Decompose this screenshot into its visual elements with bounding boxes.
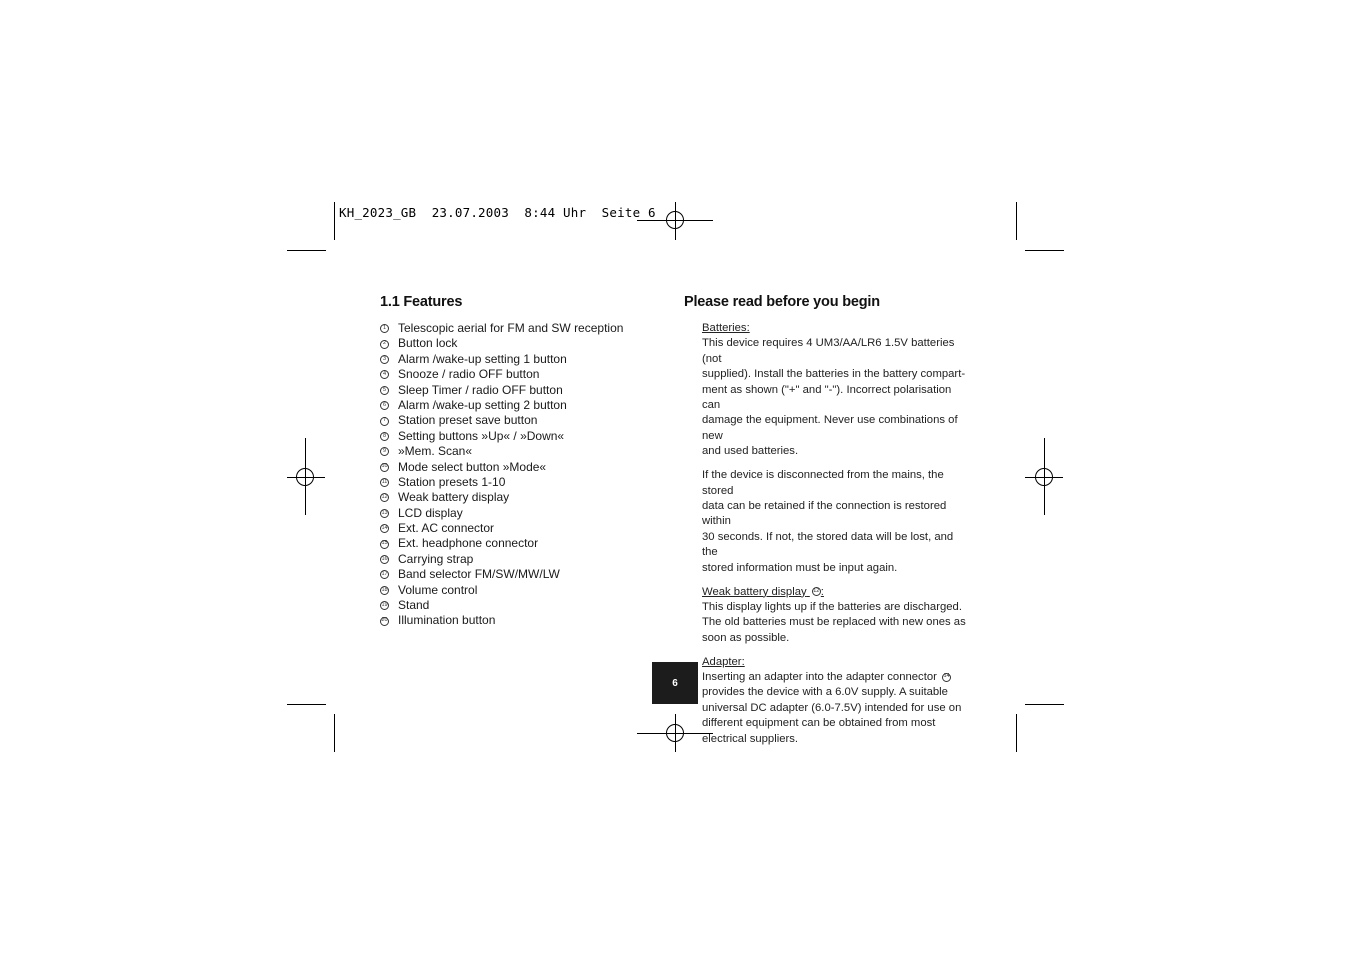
registration-circle [666, 724, 684, 742]
feature-item [380, 598, 623, 613]
batteries-text [702, 336, 972, 459]
crop-mark [334, 202, 335, 240]
crop-mark [287, 704, 326, 705]
crop-mark [1016, 202, 1017, 240]
feature-text: Ext. headphone connector [398, 536, 539, 551]
feature-item [380, 613, 623, 628]
feature-item [380, 583, 623, 598]
text-line: soon as possible. [702, 631, 790, 644]
text-line: electrical suppliers. [702, 732, 799, 745]
features-title: 1.1 Features [380, 294, 463, 310]
feature-text: Weak battery display [398, 490, 510, 505]
text-line: 30 seconds. If not, the stored data will be lost, and the [702, 530, 954, 559]
weak-battery-text [702, 600, 972, 646]
text-line: universal DC adapter (6.0-7.5V) intended for use on [702, 701, 962, 714]
text-line: data can be retained if the connection is restored within [702, 499, 947, 528]
adapter-text [702, 685, 972, 747]
feature-text: Mode select button »Mode« [398, 459, 547, 474]
feature-item [380, 475, 623, 490]
feature-number: 5 [380, 386, 389, 395]
adapter-heading: Adapter: [702, 655, 745, 668]
feature-item [380, 460, 623, 475]
feature-number: 9 [380, 447, 389, 456]
text-line: damage the equipment. Never use combinations of new [702, 414, 958, 442]
feature-item [380, 429, 623, 444]
feature-number: 19 [380, 601, 389, 610]
crop-mark [1016, 714, 1017, 752]
feature-item [380, 336, 623, 351]
registration-circle [1035, 468, 1053, 486]
feature-text: Alarm /wake-up setting 1 button [398, 351, 567, 366]
feature-number: 15 [380, 540, 389, 549]
feature-number: 18 [380, 586, 389, 595]
page-number: 6 [652, 662, 698, 704]
feature-item [380, 352, 623, 367]
feature-number: 17 [380, 570, 389, 579]
feature-item [380, 490, 623, 505]
feature-number: 12 [380, 493, 389, 502]
adapter-first-line: Inserting an adapter into the adapter connector 14 [702, 671, 950, 684]
mains-text [702, 468, 972, 576]
feature-number: 6 [380, 401, 389, 410]
feature-text: Carrying strap [398, 551, 474, 566]
adapter-ref-num: 14 [942, 673, 951, 682]
feature-text: LCD display [398, 505, 463, 520]
feature-text: Volume control [398, 582, 478, 597]
feature-item [380, 444, 623, 459]
print-slug: KH_2023_GB 23.07.2003 8:44 Uhr Seite 6 [339, 205, 656, 220]
feature-text: Station preset save button [398, 413, 538, 428]
feature-number: 11 [380, 478, 389, 487]
feature-text: Stand [398, 598, 430, 613]
text-line: provides the device with a 6.0V supply. A suitable [702, 686, 948, 699]
feature-text: Ext. AC connector [398, 521, 495, 536]
registration-circle [296, 468, 314, 486]
feature-text: »Mem. Scan« [398, 444, 473, 459]
feature-number: 20 [380, 617, 389, 626]
crop-mark [1025, 250, 1064, 251]
feature-number: 14 [380, 524, 389, 533]
feature-number: 13 [380, 509, 389, 518]
text-line: ment as shown ("+" and "-"). Incorrect polarisation can [702, 383, 952, 412]
feature-number: 8 [380, 432, 389, 441]
feature-number: 3 [380, 355, 389, 364]
text-line: This display lights up if the batteries are discharged. [702, 600, 962, 613]
feature-item [380, 536, 623, 551]
text-line: The old batteries must be replaced with new ones as [702, 616, 966, 629]
registration-circle [666, 211, 684, 229]
features-list [380, 321, 623, 629]
weak-battery-heading: Weak battery display 12: [702, 585, 824, 598]
feature-item [380, 567, 623, 582]
feature-item [380, 398, 623, 413]
text-line: different equipment can be obtained from most [702, 717, 936, 730]
intro-title: Please read before you begin [684, 294, 880, 310]
feature-text: Sleep Timer / radio OFF button [398, 382, 563, 397]
feature-item [380, 506, 623, 521]
feature-number: 4 [380, 370, 389, 379]
feature-item [380, 521, 623, 536]
feature-text: Button lock [398, 336, 458, 351]
text-line: and used batteries. [702, 445, 799, 458]
feature-text: Band selector FM/SW/MW/LW [398, 567, 560, 582]
batteries-heading: Batteries: [702, 322, 750, 334]
weak-battery-ref-num: 12 [812, 587, 821, 596]
feature-text: Setting buttons »Up« / »Down« [398, 428, 565, 443]
feature-number: 1 [380, 324, 389, 333]
feature-item [380, 383, 623, 398]
crop-mark [287, 250, 326, 251]
feature-number: 7 [380, 417, 389, 426]
text-line: This device requires 4 UM3/AA/LR6 1.5V batteries (not [702, 337, 955, 365]
feature-text: Telescopic aerial for FM and SW reception [398, 321, 624, 335]
text-line: If the device is disconnected from the mains, the stored [702, 469, 944, 497]
text-line: stored information must be input again. [702, 561, 898, 574]
feature-text: Station presets 1-10 [398, 474, 506, 489]
text-line: supplied). Install the batteries in the battery compart- [702, 368, 966, 381]
feature-item [380, 413, 623, 428]
feature-item [380, 552, 623, 567]
feature-text: Alarm /wake-up setting 2 button [398, 397, 567, 412]
crop-mark [334, 714, 335, 752]
intro-section [702, 321, 972, 747]
feature-text: Illumination button [398, 613, 496, 628]
feature-text: Snooze / radio OFF button [398, 367, 540, 382]
feature-number: 2 [380, 340, 389, 349]
feature-item [380, 321, 623, 336]
feature-item [380, 367, 623, 382]
crop-mark [1025, 704, 1064, 705]
feature-number: 16 [380, 555, 389, 564]
feature-number: 10 [380, 463, 389, 472]
